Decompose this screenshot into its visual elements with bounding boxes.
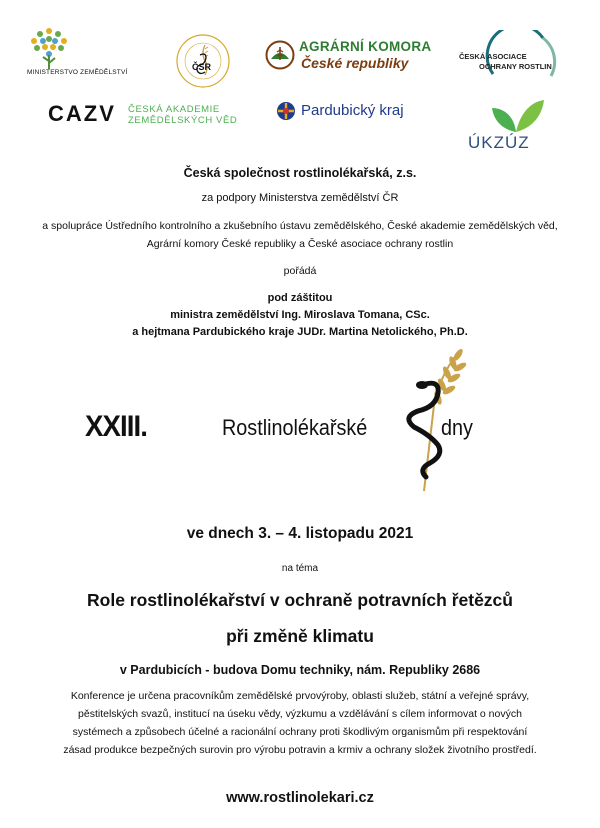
akcr-title: AGRÁRNÍ KOMORA xyxy=(299,39,432,54)
topic-label: na téma xyxy=(281,563,319,574)
csr-logo xyxy=(175,33,231,89)
event-venue: v Pardubicích - budova Domu techniky, nám. Republiky 2686 xyxy=(119,663,481,677)
support-line: za podpory Ministerstva zemědělství ČR xyxy=(201,192,399,204)
cazv-logo xyxy=(48,101,238,130)
pardubice-label: Pardubický kraj xyxy=(301,102,404,119)
caor-line1: ČESKÁ ASOCIACE xyxy=(459,52,527,61)
mze-logo xyxy=(25,25,155,80)
topic-line-1: Role rostlinolékařství v ochraně potravních řetězců xyxy=(87,590,513,610)
tree-icon xyxy=(25,25,73,71)
cooperation-line-2: Agrární komory České republiky a České asociace ochrany rostlin xyxy=(146,238,454,250)
akcr-logo xyxy=(265,38,440,74)
akcr-emblem-icon xyxy=(265,40,295,70)
description-line-3: systémech a způsobech účelné a racionální ochrany proti škodlivým organismům při respektování xyxy=(72,726,528,738)
csr-label: ČSR xyxy=(192,62,212,72)
akcr-subtitle: České republiky xyxy=(301,55,409,71)
event-dates: ve dnech 3. – 4. listopadu 2021 xyxy=(186,525,414,542)
pardubice-logo xyxy=(276,100,426,124)
pardubice-emblem-icon xyxy=(276,101,296,121)
cazv-line2: ZEMĚDĚLSKÝCH VĚD xyxy=(128,115,238,126)
patronage-line-1: pod záštitou xyxy=(267,292,333,304)
leaf-icon xyxy=(486,96,546,134)
website-link[interactable]: www.rostlinolekari.cz xyxy=(226,790,374,806)
organizes-line: pořádá xyxy=(283,265,317,277)
description-line-4: zásad produkce bezpečných surovin pro výrobu potravin a krmiv a ochrany složek životního prostředí. xyxy=(63,744,537,756)
event-name-part-1: Rostlinolékařské xyxy=(222,415,368,440)
ukzuz-label: ÚKZÚZ xyxy=(468,133,530,152)
description-line-2: pěstitelských svazů, institucí na úseku vědy, výzkumu a vzdělávání s cílem informovat o nových xyxy=(78,708,522,720)
cazv-mark: CAZV xyxy=(48,101,116,126)
mze-label: MINISTERSTVO ZEMĚDĚLSTVÍ xyxy=(27,69,128,76)
description-line-1: Konference je určena pracovníkům zemědělské prvovýroby, oblasti služeb, státní a veřejné správy, xyxy=(70,690,530,702)
csr-seal-icon xyxy=(175,33,231,89)
event-name-part-2: dny xyxy=(441,415,473,440)
event-edition: XXIII. xyxy=(85,410,147,443)
patronage-line-3: a hejtmana Pardubického kraje JUDr. Martina Netolického, Ph.D. xyxy=(132,326,468,338)
caor-logo xyxy=(455,30,585,88)
patronage-line-2: ministra zemědělství Ing. Miroslava Tomana, CSc. xyxy=(170,309,430,321)
topic-line-2: při změně klimatu xyxy=(226,626,374,646)
ukzuz-logo xyxy=(468,96,558,156)
cooperation-line-1: a spolupráce Ústředního kontrolního a zkušebního ústavu zemědělského, České akademie zemědělských věd, xyxy=(42,220,558,232)
organizer-title: Česká společnost rostlinolékařská, z.s. xyxy=(183,166,417,180)
cazv-line1: ČESKÁ AKADEMIE xyxy=(128,104,220,115)
caor-line2: OCHRANY ROSTLIN xyxy=(479,62,552,71)
